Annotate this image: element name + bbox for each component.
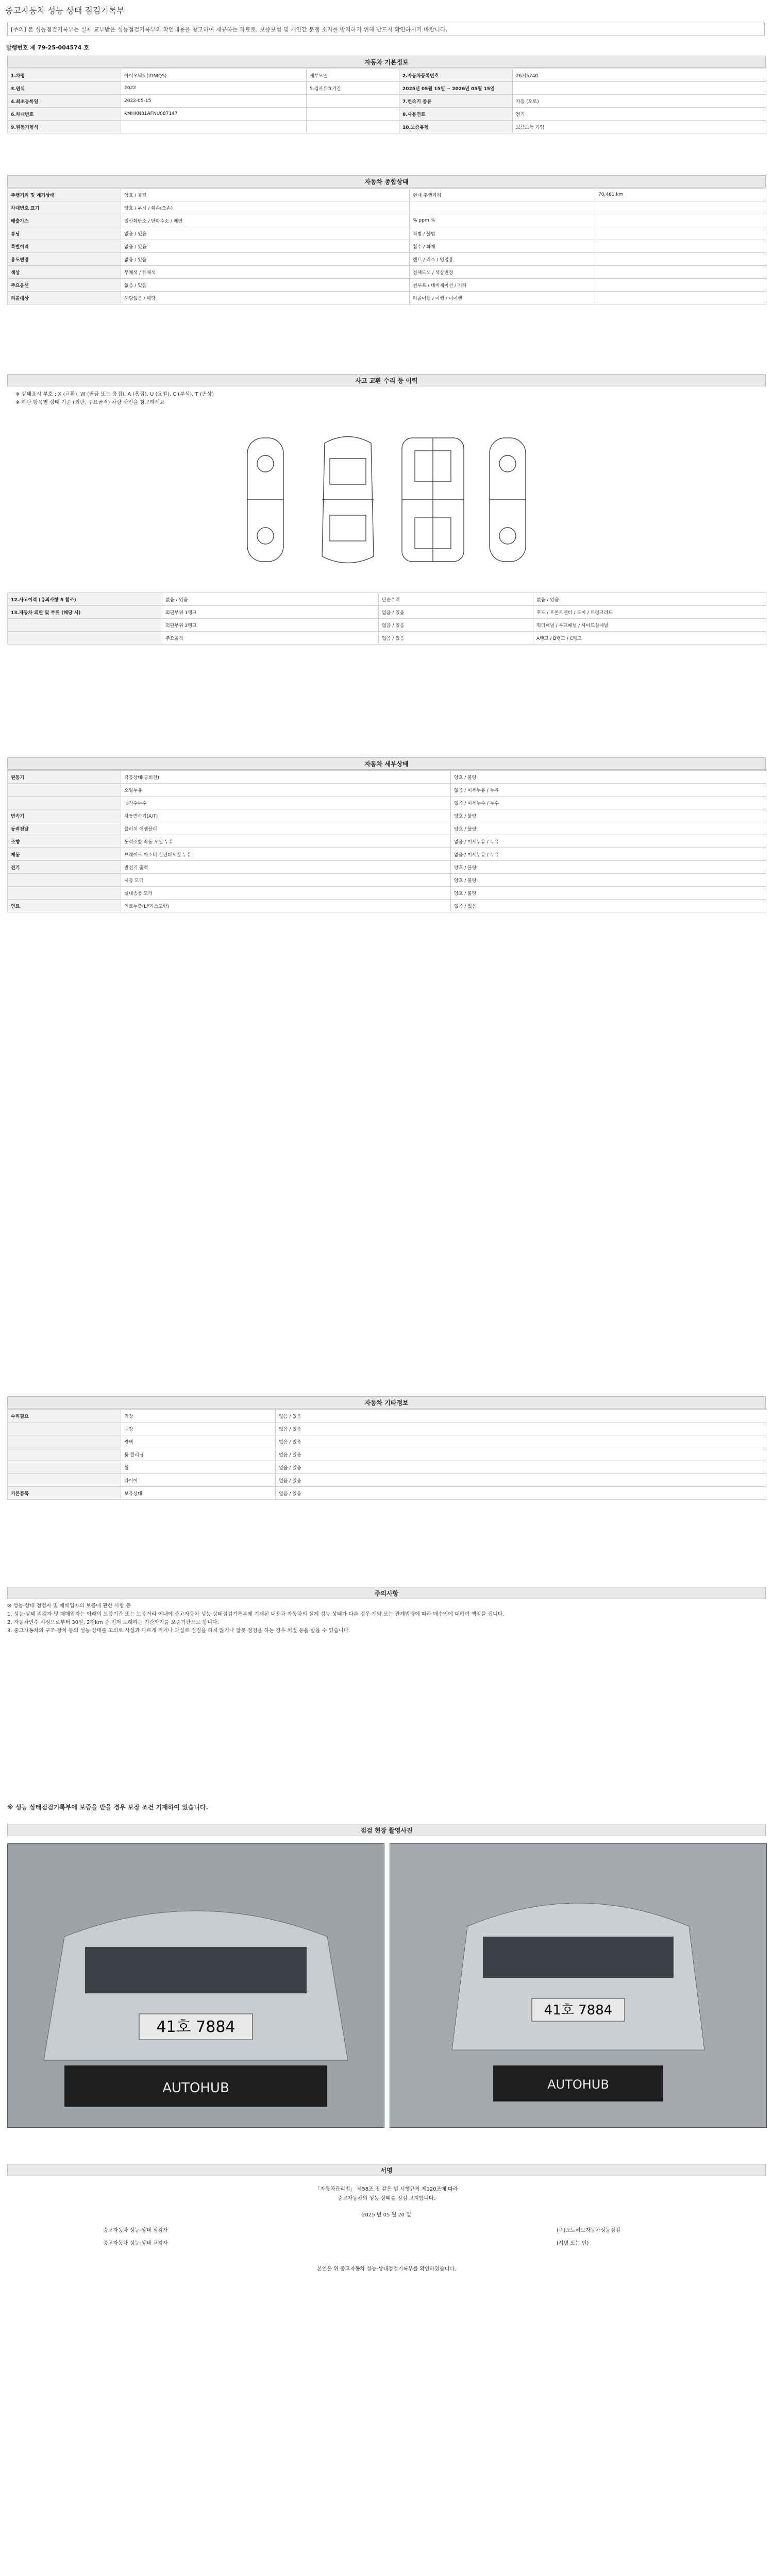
table-cell: [121, 121, 307, 133]
table-cell: 전기: [513, 108, 766, 121]
table-row: [8, 253, 766, 266]
sign-date: 2025 년 05 월 20 일: [362, 2212, 411, 2218]
general-status-table: [7, 188, 766, 304]
inspector-label: 중고자동차 성능·상태 점검자: [103, 2228, 168, 2233]
car-right-side: [490, 438, 526, 562]
caution-line: 2. 자동차인수 시점으로부터 30일, 2천km 중 먼저 도래하는 기간까지를 보증기간으로 합니다.: [7, 1620, 219, 1625]
table-cell: [307, 108, 399, 121]
basic-info-table: [7, 69, 766, 133]
table-cell: 튜닝: [8, 227, 121, 240]
table-cell: 클러치 어셈블리: [121, 822, 451, 835]
table-cell: 침수 / 화재: [410, 240, 595, 253]
table-cell: 해당없음 / 해당: [121, 292, 410, 304]
table-cell: [8, 784, 121, 796]
table-cell: 없음 / 있음: [276, 1474, 766, 1487]
table-cell: 6.차대번호: [8, 108, 121, 121]
table-cell: 배출가스: [8, 214, 121, 227]
table-row: [8, 822, 766, 835]
front-brand-text: AUTOHUB: [162, 2080, 229, 2096]
table-cell: 2022: [121, 82, 307, 95]
table-cell: 없음 / 있음: [276, 1422, 766, 1435]
table-cell: [8, 1422, 121, 1435]
table-row: [8, 848, 766, 861]
table-row: [8, 1435, 766, 1448]
document-number: 발행번호 제 79-25-004574 호: [6, 44, 89, 51]
table-row: [8, 632, 766, 645]
caution-line: 3. 중고자동차의 구조·장치 등의 성능·상태를 고의로 사실과 다르게 적거나 과실로 점검을 하지 않거나 잘못 점검을 하는 경우 처벌 등을 받을 수 있습니다.: [7, 1628, 350, 1634]
table-cell: 실내송풍 모터: [121, 887, 451, 900]
table-cell: [595, 253, 766, 266]
table-cell: 휠: [121, 1461, 276, 1474]
table-row: [8, 771, 766, 784]
table-cell: 후드 / 프론트펜더 / 도어 / 트렁크리드: [533, 606, 766, 619]
table-cell: 없음 / 있음: [379, 632, 533, 645]
table-row: [8, 1410, 766, 1422]
table-row: [8, 108, 766, 121]
table-cell: 조향: [8, 835, 121, 848]
table-cell: 없음 / 미세누유 / 누유: [451, 835, 766, 848]
table-cell: [595, 240, 766, 253]
car-diagram: [237, 428, 536, 572]
table-row: [8, 1448, 766, 1461]
caution-line: ※ 성능·상태 점검자 및 매매업자의 보증에 관한 사항 등: [7, 1603, 131, 1609]
table-cell: [595, 201, 766, 214]
table-cell: 양호 / 불량: [451, 822, 766, 835]
table-cell: 보유상태: [121, 1487, 276, 1500]
table-cell: 2.자동차등록번호: [399, 69, 513, 82]
table-cell: A랭크 / B랭크 / C랭크: [533, 632, 766, 645]
table-row: [8, 796, 766, 809]
table-cell: 양호 / 불량: [451, 874, 766, 887]
table-cell: 일산화탄소 / 탄화수소 / 매연: [121, 214, 410, 227]
table-row: [8, 82, 766, 95]
table-cell: [410, 201, 595, 214]
table-cell: 보증보험 가입: [513, 121, 766, 133]
dealer-name: (서명 또는 인): [557, 2241, 589, 2246]
table-cell: 작동상태(공회전): [121, 771, 451, 784]
table-row: [8, 95, 766, 108]
table-cell: 수리필요: [8, 1410, 121, 1422]
table-cell: 13.자동차 외판 및 부위 (해당 시): [8, 606, 162, 619]
table-cell: 무채색 / 유채색: [121, 266, 410, 279]
table-row: [8, 1461, 766, 1474]
front-photo: [7, 1843, 384, 2128]
table-row: [8, 619, 766, 632]
table-cell: 쿼터패널 / 루프패널 / 사이드실패널: [533, 619, 766, 632]
table-cell: 차대번호 표기: [8, 201, 121, 214]
table-row: [8, 240, 766, 253]
caution-line: 1. 성능·상태 점검자 및 매매업자는 아래의 보증기간 또는 보증거리 이내에 중고자동차 성능·상태점검기록부에 기재된 내용과 자동차의 실제 성능·상태가 다른 경우 계약 또는 관계법령에 따라 매수인에 대하여 책임을 집니다.: [7, 1612, 505, 1617]
section-etc: 자동차 기타정보: [7, 1396, 766, 1409]
table-cell: [595, 279, 766, 292]
table-cell: 리콜이행 / 이행 / 미이행: [410, 292, 595, 304]
table-cell: % ppm %: [410, 214, 595, 227]
table-cell: 전체도색 / 색상변경: [410, 266, 595, 279]
table-cell: 단순수리: [379, 593, 533, 606]
table-cell: [8, 1461, 121, 1474]
section-detail: 자동차 세부상태: [7, 757, 766, 770]
table-cell: 용도변경: [8, 253, 121, 266]
confirm-text: 본인은 위 중고자동차 성능·상태점검기록부를 확인하였습니다.: [316, 2266, 457, 2272]
table-row: [8, 874, 766, 887]
table-cell: 없음 / 있음: [276, 1448, 766, 1461]
table-row: [8, 227, 766, 240]
rear-photo: [390, 1843, 767, 2128]
table-cell: 없음 / 있음: [121, 240, 410, 253]
table-cell: 제동: [8, 848, 121, 861]
table-cell: [595, 292, 766, 304]
table-cell: 색상: [8, 266, 121, 279]
table-cell: 없음 / 있음: [276, 1487, 766, 1500]
table-cell: 적법 / 불법: [410, 227, 595, 240]
status-legend-line: ※ 상태표시 부호 : X (교환), W (판금 또는 용접), A (흠집), U (요철), C (부식), T (손상): [15, 392, 214, 397]
table-cell: 리콜대상: [8, 292, 121, 304]
table-cell: 발전기 출력: [121, 861, 451, 874]
table-cell: [8, 796, 121, 809]
table-row: [8, 121, 766, 133]
table-cell: 없음 / 있음: [162, 593, 379, 606]
table-row: [8, 201, 766, 214]
etc-info-table: [7, 1409, 766, 1500]
table-cell: 70,461 km: [595, 189, 766, 201]
page-title: 중고자동차 성능 상태 점검기록부: [5, 6, 125, 15]
table-cell: 기본품목: [8, 1487, 121, 1500]
table-cell: 없음 / 있음: [276, 1435, 766, 1448]
table-cell: 렌트 / 리스 / 영업용: [410, 253, 595, 266]
table-cell: 세부모델: [307, 69, 399, 82]
table-cell: 4.최초등록일: [8, 95, 121, 108]
notice-box: [주의] 본 성능점검기록부는 실제 교부받은 성능점검기록부의 확인내용을 참고하여 제공하는 자료로, 보증보험 및 개인간 분쟁 소지를 방지하기 위해 반드시 확인하시기 바랍니다.: [7, 23, 765, 36]
table-cell: [8, 1474, 121, 1487]
table-cell: [513, 82, 766, 95]
sign-line-1: 「자동차관리법」 제58조 및 같은 법 시행규칙 제120조에 따라: [315, 2187, 458, 2192]
table-cell: 2025년 05월 15일 ~ 2026년 05월 15일: [399, 82, 513, 95]
damage-history-table: [7, 592, 766, 645]
table-cell: 없음 / 미세누수 / 누수: [451, 796, 766, 809]
table-cell: 브레이크 마스터 실린더오일 누유: [121, 848, 451, 861]
caution-footer: ※ 성능 상태점검기록부에 보증을 받을 경우 보장 조건 기재하여 있습니다.: [7, 1804, 208, 1811]
table-row: [8, 189, 766, 201]
table-cell: 주요옵션: [8, 279, 121, 292]
rear-brand-text: AUTOHUB: [547, 2077, 609, 2092]
section-basic: 자동차 기본정보: [7, 56, 766, 68]
table-cell: 없음 / 있음: [276, 1410, 766, 1422]
table-cell: 변속기: [8, 809, 121, 822]
table-cell: 타이어: [121, 1474, 276, 1487]
table-cell: [595, 266, 766, 279]
table-cell: 아이오닉5 (IONIQ5): [121, 69, 307, 82]
table-cell: 없음 / 있음: [451, 900, 766, 912]
section-sign: 서명: [7, 2164, 766, 2176]
table-cell: 없음 / 있음: [121, 279, 410, 292]
table-cell: 양호 / 불량: [121, 189, 410, 201]
table-cell: 8.사용연료: [399, 108, 513, 121]
table-row: [8, 69, 766, 82]
table-cell: 9.원동기형식: [8, 121, 121, 133]
car-top-view: [322, 437, 374, 563]
table-cell: 3.연식: [8, 82, 121, 95]
section-caution: 주의사항: [7, 1587, 766, 1599]
table-row: [8, 1422, 766, 1435]
table-row: [8, 593, 766, 606]
table-cell: [595, 214, 766, 227]
table-cell: 양호 / 부식 / 훼손(오손): [121, 201, 410, 214]
table-cell: [307, 95, 399, 108]
table-row: [8, 887, 766, 900]
table-cell: 주행거리 및 계기상태: [8, 189, 121, 201]
table-cell: [8, 1448, 121, 1461]
table-cell: 동력전달: [8, 822, 121, 835]
table-cell: 양호 / 불량: [451, 771, 766, 784]
table-cell: 원동기: [8, 771, 121, 784]
table-cell: [595, 227, 766, 240]
table-row: [8, 861, 766, 874]
table-row: [8, 1474, 766, 1487]
table-cell: 전기: [8, 861, 121, 874]
table-cell: [8, 632, 162, 645]
table-cell: 외장: [121, 1410, 276, 1422]
table-cell: 룸 클리닝: [121, 1448, 276, 1461]
table-row: [8, 292, 766, 304]
table-row: [8, 606, 766, 619]
front-plate-text: 41호 7884: [156, 2018, 236, 2036]
table-cell: 없음 / 있음: [379, 619, 533, 632]
car-left-side: [247, 438, 283, 562]
table-cell: 내장: [121, 1422, 276, 1435]
sign-line-2: 중고자동차의 성능·상태를 점검·고지합니다.: [338, 2196, 435, 2201]
section-damage: 사고 교환 수리 등 이력: [7, 374, 766, 386]
table-cell: 자동변속기(A/T): [121, 809, 451, 822]
table-cell: 썬루프 / 네비게이션 / 기타: [410, 279, 595, 292]
table-cell: 냉각수누수: [121, 796, 451, 809]
table-cell: 주요골격: [162, 632, 379, 645]
table-cell: 없음 / 있음: [276, 1461, 766, 1474]
section-photo: 점검 현장 촬영사진: [7, 1824, 766, 1836]
table-cell: [307, 121, 399, 133]
caution-text: [7, 1602, 766, 1635]
table-cell: 없음 / 있음: [121, 227, 410, 240]
table-cell: 5.검사유효기간: [307, 82, 399, 95]
car-frame-view: [402, 438, 464, 562]
table-cell: 동력조향 작동 오일 누유: [121, 835, 451, 848]
table-cell: 1.차명: [8, 69, 121, 82]
table-cell: 없음 / 미세누유 / 누유: [451, 784, 766, 796]
section-general: 자동차 종합상태: [7, 175, 766, 188]
table-cell: 없음 / 있음: [533, 593, 766, 606]
table-cell: 없음 / 있음: [121, 253, 410, 266]
table-cell: 연료누출(LP가스포함): [121, 900, 451, 912]
table-cell: 시동 모터: [121, 874, 451, 887]
table-row: [8, 1487, 766, 1500]
table-cell: 현재 주행거리: [410, 189, 595, 201]
table-cell: [8, 887, 121, 900]
table-cell: KMHKN81AFNU087147: [121, 108, 307, 121]
table-cell: 12.사고이력 (유의사항 5 참조): [8, 593, 162, 606]
status-legend-note: ※ 하단 항목별 상태 기준 (외판, 주요골격) 차량 사진을 참고하세요: [15, 400, 165, 405]
table-cell: 양호 / 불량: [451, 887, 766, 900]
table-row: [8, 900, 766, 912]
table-cell: 자동 (오토): [513, 95, 766, 108]
table-cell: 특별이력: [8, 240, 121, 253]
table-cell: 10.보증유형: [399, 121, 513, 133]
table-cell: 2022-05-15: [121, 95, 307, 108]
table-cell: 26저5740: [513, 69, 766, 82]
inspector-name: (주)오토허브자동차성능점검: [557, 2228, 620, 2233]
table-cell: [8, 1435, 121, 1448]
table-row: [8, 835, 766, 848]
table-cell: 양호 / 불량: [451, 809, 766, 822]
rear-plate-text: 41호 7884: [544, 2003, 613, 2018]
table-row: [8, 266, 766, 279]
table-cell: 없음 / 있음: [379, 606, 533, 619]
table-cell: 7.변속기 종류: [399, 95, 513, 108]
table-cell: [8, 619, 162, 632]
detail-status-table: [7, 770, 766, 912]
table-cell: 연료: [8, 900, 121, 912]
table-cell: [8, 874, 121, 887]
dealer-label: 중고자동차 성능·상태 고지자: [103, 2241, 168, 2246]
table-row: [8, 784, 766, 796]
table-row: [8, 809, 766, 822]
table-cell: 양호 / 불량: [451, 861, 766, 874]
table-cell: 오일누유: [121, 784, 451, 796]
table-cell: 없음 / 미세누유 / 누유: [451, 848, 766, 861]
table-row: [8, 279, 766, 292]
table-cell: 광택: [121, 1435, 276, 1448]
table-cell: 외판부위 1랭크: [162, 606, 379, 619]
table-row: [8, 214, 766, 227]
table-cell: 외판부위 2랭크: [162, 619, 379, 632]
